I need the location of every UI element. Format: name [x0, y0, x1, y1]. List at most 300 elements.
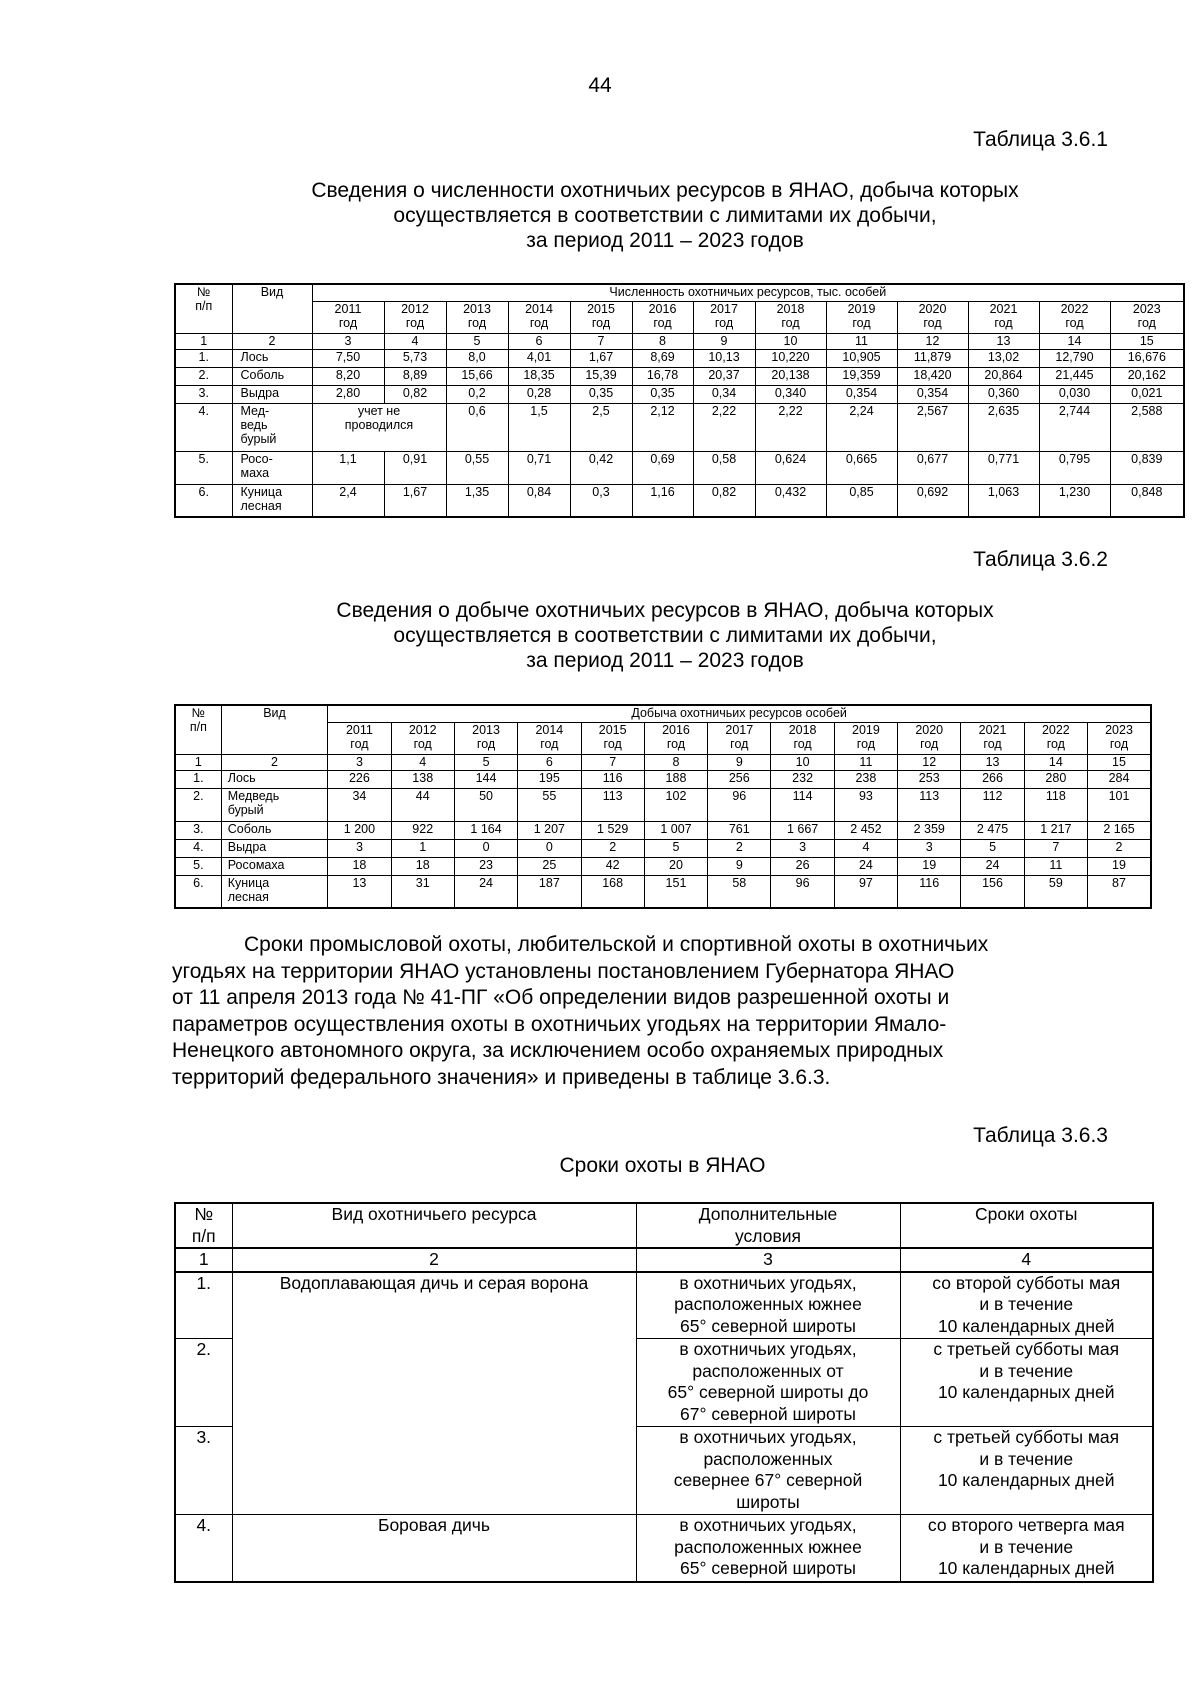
value-cell: 113 [898, 788, 961, 821]
value-cell: 187 [518, 875, 581, 908]
value-cell: 26 [771, 857, 834, 875]
year-header: 2016 год [644, 722, 707, 754]
header-num: № п/п [175, 1203, 232, 1248]
species-name: Лось [221, 770, 328, 788]
value-cell: 280 [1024, 770, 1087, 788]
value-cell: 18,420 [897, 367, 968, 385]
value-cell: 0,28 [508, 385, 570, 403]
table-row [175, 349, 1184, 367]
value-cell: 13 [328, 875, 391, 908]
conditions-cell: в охотничьих угодьях, расположенных южнее 65° северной широты [636, 1272, 900, 1339]
year-header: 2018 год [755, 301, 826, 333]
value-cell: 97 [834, 875, 897, 908]
value-cell: 0,82 [384, 385, 446, 403]
year-header: 2013 год [446, 301, 508, 333]
header-kind: Вид охотничьего ресурса [232, 1203, 636, 1248]
table-row [175, 839, 1151, 857]
value-cell: 59 [1024, 875, 1087, 908]
value-cell: 0,340 [755, 385, 826, 403]
year-header: 2019 год [826, 301, 897, 333]
value-cell: 116 [581, 770, 644, 788]
value-cell: 253 [898, 770, 961, 788]
col-number: 9 [708, 754, 771, 770]
row-number: 3. [175, 385, 232, 403]
value-cell: 0,354 [897, 385, 968, 403]
value-cell: 21,445 [1039, 367, 1110, 385]
col-number: 11 [834, 754, 897, 770]
value-cell: 0,91 [384, 451, 446, 484]
value-cell: 10,13 [693, 349, 755, 367]
value-cell: 0,35 [632, 385, 693, 403]
table1-title [200, 178, 1130, 253]
value-cell: 3 [898, 839, 961, 857]
resource-kind: Боровая дичь [232, 1515, 636, 1582]
value-cell: 2,588 [1110, 403, 1184, 451]
table-row [175, 1515, 1153, 1582]
value-cell: 0,354 [826, 385, 897, 403]
value-cell: 87 [1088, 875, 1151, 908]
row-number: 5. [175, 451, 232, 484]
value-cell: 226 [328, 770, 391, 788]
table-row [175, 451, 1184, 484]
table2-title [200, 598, 1130, 673]
year-header: 2011 год [312, 301, 384, 333]
value-cell: 0,42 [570, 451, 632, 484]
species-name: Лось [232, 349, 312, 367]
col-number: 12 [898, 754, 961, 770]
value-cell: 8,69 [632, 349, 693, 367]
table-row [175, 385, 1184, 403]
value-cell: 2,5 [570, 403, 632, 451]
value-cell: 2,24 [826, 403, 897, 451]
col-number: 8 [632, 333, 693, 349]
value-cell: 18 [391, 857, 454, 875]
species-name: Соболь [232, 367, 312, 385]
value-cell: 50 [454, 788, 517, 821]
value-cell: 2 359 [898, 821, 961, 839]
row-number: 5. [175, 857, 221, 875]
value-cell: 0,85 [826, 484, 897, 517]
row-number: 1. [175, 770, 221, 788]
col-number: 10 [771, 754, 834, 770]
value-cell: 266 [961, 770, 1024, 788]
value-cell: 0,55 [446, 451, 508, 484]
table1-label: Таблица 3.6.1 [973, 128, 1108, 151]
col-numbers-row [175, 333, 1184, 349]
value-cell: 8,0 [446, 349, 508, 367]
value-cell: 102 [644, 788, 707, 821]
value-cell: 1 529 [581, 821, 644, 839]
year-header: 2012 год [391, 722, 454, 754]
col-number: 13 [961, 754, 1024, 770]
year-header: 2021 год [961, 722, 1024, 754]
value-cell: 1 667 [771, 821, 834, 839]
terms-cell: со второй субботы мая и в течение 10 календарных дней [900, 1272, 1153, 1339]
value-cell: 0,82 [693, 484, 755, 517]
year-header: 2020 год [898, 722, 961, 754]
title-line: осуществляется в соответствии с лимитами их добычи, [393, 624, 937, 647]
value-cell: 1,67 [570, 349, 632, 367]
value-cell: 24 [834, 857, 897, 875]
col-number: 2 [221, 754, 328, 770]
header-num: № п/п [175, 284, 232, 333]
value-cell: 116 [898, 875, 961, 908]
table-row [175, 403, 1184, 451]
row-number: 6. [175, 484, 232, 517]
value-cell: 238 [834, 770, 897, 788]
col-number: 11 [826, 333, 897, 349]
value-cell: 0,795 [1039, 451, 1110, 484]
value-cell: 761 [708, 821, 771, 839]
year-header: 2013 год [454, 722, 517, 754]
value-cell: 0,35 [570, 385, 632, 403]
value-cell: 0,848 [1110, 484, 1184, 517]
value-cell: 0 [518, 839, 581, 857]
value-cell: 1 007 [644, 821, 707, 839]
header-kind: Вид [221, 705, 328, 754]
terms-cell: с третьей субботы мая и в течение 10 календарных дней [900, 1339, 1153, 1427]
value-cell: 93 [834, 788, 897, 821]
row-number: 2. [175, 367, 232, 385]
col-number: 15 [1088, 754, 1151, 770]
value-cell: 20,864 [968, 367, 1039, 385]
value-cell: 1 200 [328, 821, 391, 839]
value-cell: 0,839 [1110, 451, 1184, 484]
col-number: 6 [508, 333, 570, 349]
terms-cell: с третьей субботы мая и в течение 10 календарных дней [900, 1427, 1153, 1515]
value-cell: 2 165 [1088, 821, 1151, 839]
species-name: Куница лесная [232, 484, 312, 517]
value-cell: 24 [961, 857, 1024, 875]
value-cell: 151 [644, 875, 707, 908]
value-cell: 101 [1088, 788, 1151, 821]
col-number: 2 [232, 333, 312, 349]
value-cell: 156 [961, 875, 1024, 908]
value-cell: 2 [581, 839, 644, 857]
value-cell: 3 [328, 839, 391, 857]
value-cell: 144 [454, 770, 517, 788]
resource-kind: Водоплавающая дичь и серая ворона [232, 1272, 636, 1515]
col-number: 15 [1110, 333, 1184, 349]
paragraph-line: угодьях на территории ЯНАО установлены постановлением Губернатора ЯНАО [172, 959, 955, 983]
col-number: 5 [454, 754, 517, 770]
year-header: 2018 год [771, 722, 834, 754]
year-header: 2017 год [693, 301, 755, 333]
value-cell: 256 [708, 770, 771, 788]
year-header: 2015 год [581, 722, 644, 754]
species-name: Росо- маха [232, 451, 312, 484]
value-cell: 2,4 [312, 484, 384, 517]
col-numbers-row [175, 754, 1151, 770]
value-cell: 113 [581, 788, 644, 821]
table3 [174, 1202, 1154, 1583]
value-cell: 4 [834, 839, 897, 857]
value-cell: 10,220 [755, 349, 826, 367]
row-number: 6. [175, 875, 221, 908]
col-number: 9 [693, 333, 755, 349]
col-number: 1 [175, 333, 232, 349]
title-line: за период 2011 – 2023 годов [526, 649, 804, 672]
value-cell: 1,16 [632, 484, 693, 517]
value-cell: 42 [581, 857, 644, 875]
col-number: 2 [232, 1248, 636, 1272]
table-row [175, 367, 1184, 385]
value-cell: 55 [518, 788, 581, 821]
table-row [175, 1272, 1153, 1339]
col-number: 14 [1024, 754, 1087, 770]
col-number: 3 [636, 1248, 900, 1272]
value-cell: 44 [391, 788, 454, 821]
table-row [175, 770, 1151, 788]
table-row [175, 484, 1184, 517]
year-header: 2017 год [708, 722, 771, 754]
value-cell: 3 [771, 839, 834, 857]
value-cell: 16,78 [632, 367, 693, 385]
value-cell: 18 [328, 857, 391, 875]
col-numbers-row [175, 1248, 1153, 1272]
value-cell: 20,37 [693, 367, 755, 385]
value-cell: 4,01 [508, 349, 570, 367]
header-num: № п/п [175, 705, 221, 754]
value-cell: 0,58 [693, 451, 755, 484]
col-number: 7 [570, 333, 632, 349]
paragraph-line: от 11 апреля 2013 года № 41-ПГ «Об определении видов разрешенной охоты и [172, 986, 950, 1009]
col-number: 10 [755, 333, 826, 349]
table3-label: Таблица 3.6.3 [973, 1124, 1108, 1147]
value-cell: 2,744 [1039, 403, 1110, 451]
year-header: 2023 год [1110, 301, 1184, 333]
value-cell: 0,771 [968, 451, 1039, 484]
table3-title: Сроки охоты в ЯНАО [559, 1154, 766, 1177]
value-cell: 1,5 [508, 403, 570, 451]
row-number: 2. [175, 788, 221, 821]
value-cell: 0,021 [1110, 385, 1184, 403]
col-number: 1 [175, 754, 221, 770]
species-name: Куница лесная [221, 875, 328, 908]
header-group: Численность охотничьих ресурсов, тыс. особей [312, 284, 1184, 301]
value-cell: 112 [961, 788, 1024, 821]
row-number: 4. [175, 403, 232, 451]
year-header: 2016 год [632, 301, 693, 333]
value-cell: 58 [708, 875, 771, 908]
value-cell: 25 [518, 857, 581, 875]
value-cell: 232 [771, 770, 834, 788]
paragraph-line: Ненецкого автономного округа, за исключением особо охраняемых природных [172, 1039, 944, 1062]
year-header: 2021 год [968, 301, 1039, 333]
col-number: 6 [518, 754, 581, 770]
value-cell: 20,138 [755, 367, 826, 385]
conditions-cell: в охотничьих угодьях, расположенных южнее 65° северной широты [636, 1515, 900, 1582]
row-number: 2. [175, 1339, 232, 1427]
value-cell: 2 [708, 839, 771, 857]
table2-label: Таблица 3.6.2 [973, 548, 1108, 571]
years-row [175, 301, 1184, 333]
value-cell: 10,905 [826, 349, 897, 367]
table-row [175, 857, 1151, 875]
merged-note: учет не проводился [312, 403, 446, 451]
year-header: 2014 год [508, 301, 570, 333]
row-number: 1. [175, 1272, 232, 1339]
header-terms: Сроки охоты [900, 1203, 1153, 1248]
value-cell: 1,230 [1039, 484, 1110, 517]
value-cell: 0,69 [632, 451, 693, 484]
value-cell: 284 [1088, 770, 1151, 788]
table-row [175, 821, 1151, 839]
value-cell: 20,162 [1110, 367, 1184, 385]
col-number: 7 [581, 754, 644, 770]
value-cell: 195 [518, 770, 581, 788]
value-cell: 2,22 [693, 403, 755, 451]
col-number: 5 [446, 333, 508, 349]
value-cell: 9 [708, 857, 771, 875]
value-cell: 114 [771, 788, 834, 821]
body-paragraph [172, 932, 1142, 1091]
species-name: Выдра [221, 839, 328, 857]
value-cell: 0,71 [508, 451, 570, 484]
value-cell: 11,879 [897, 349, 968, 367]
value-cell: 0,692 [897, 484, 968, 517]
value-cell: 2,567 [897, 403, 968, 451]
species-name: Соболь [221, 821, 328, 839]
value-cell: 5,73 [384, 349, 446, 367]
value-cell: 5 [644, 839, 707, 857]
value-cell: 1 217 [1024, 821, 1087, 839]
value-cell: 2 452 [834, 821, 897, 839]
value-cell: 2,80 [312, 385, 384, 403]
value-cell: 1 164 [454, 821, 517, 839]
col-number: 4 [384, 333, 446, 349]
header-conditions: Дополнительные условия [636, 1203, 900, 1248]
row-number: 1. [175, 349, 232, 367]
value-cell: 96 [771, 875, 834, 908]
value-cell: 2,22 [755, 403, 826, 451]
value-cell: 31 [391, 875, 454, 908]
value-cell: 2 475 [961, 821, 1024, 839]
value-cell: 2,12 [632, 403, 693, 451]
row-number: 4. [175, 839, 221, 857]
table-row [175, 875, 1151, 908]
value-cell: 8,20 [312, 367, 384, 385]
value-cell: 18,35 [508, 367, 570, 385]
col-number: 3 [312, 333, 384, 349]
value-cell: 13,02 [968, 349, 1039, 367]
paragraph-line: территорий федерального значения» и приведены в таблице 3.6.3. [172, 1065, 831, 1089]
value-cell: 16,676 [1110, 349, 1184, 367]
value-cell: 922 [391, 821, 454, 839]
year-header: 2022 год [1039, 301, 1110, 333]
col-number: 3 [328, 754, 391, 770]
value-cell: 15,39 [570, 367, 632, 385]
year-header: 2015 год [570, 301, 632, 333]
conditions-cell: в охотничьих угодьях, расположенных севернее 67° северной широты [636, 1427, 900, 1515]
value-cell: 1 [391, 839, 454, 857]
value-cell: 8,89 [384, 367, 446, 385]
value-cell: 23 [454, 857, 517, 875]
year-header: 2020 год [897, 301, 968, 333]
value-cell: 1,063 [968, 484, 1039, 517]
value-cell: 20 [644, 857, 707, 875]
paragraph-line: параметров осуществления охоты в охотничьих угодьях на территории Ямало- [172, 1012, 947, 1036]
value-cell: 24 [454, 875, 517, 908]
year-header: 2014 год [518, 722, 581, 754]
header-group: Добыча охотничьих ресурсов особей [328, 705, 1151, 722]
col-number: 4 [391, 754, 454, 770]
value-cell: 0,34 [693, 385, 755, 403]
value-cell: 0 [454, 839, 517, 857]
value-cell: 1,1 [312, 451, 384, 484]
col-number: 1 [175, 1248, 232, 1272]
year-header: 2011 год [328, 722, 391, 754]
row-number: 3. [175, 1427, 232, 1515]
value-cell: 118 [1024, 788, 1087, 821]
table1 [174, 283, 1185, 518]
year-header: 2019 год [834, 722, 897, 754]
value-cell: 11 [1024, 857, 1087, 875]
title-line: Сведения о добыче охотничьих ресурсов в ЯНАО, добыча которых [336, 599, 994, 622]
species-name: Росомаха [221, 857, 328, 875]
value-cell: 12,790 [1039, 349, 1110, 367]
value-cell: 2 [1088, 839, 1151, 857]
table2 [174, 704, 1152, 909]
title-line: Сведения о численности охотничьих ресурсов в ЯНАО, добыча которых [311, 179, 1019, 202]
value-cell: 0,84 [508, 484, 570, 517]
year-header: 2023 год [1088, 722, 1151, 754]
value-cell: 0,030 [1039, 385, 1110, 403]
value-cell: 15,66 [446, 367, 508, 385]
value-cell: 5 [961, 839, 1024, 857]
year-header: 2022 год [1024, 722, 1087, 754]
value-cell: 0,677 [897, 451, 968, 484]
value-cell: 2,635 [968, 403, 1039, 451]
value-cell: 19 [1088, 857, 1151, 875]
col-number: 13 [968, 333, 1039, 349]
value-cell: 1,35 [446, 484, 508, 517]
value-cell: 0,432 [755, 484, 826, 517]
value-cell: 7,50 [312, 349, 384, 367]
col-number: 4 [900, 1248, 1153, 1272]
value-cell: 0,2 [446, 385, 508, 403]
row-number: 3. [175, 821, 221, 839]
species-name: Мед- ведь бурый [232, 403, 312, 451]
header-kind: Вид [232, 284, 312, 333]
value-cell: 0,3 [570, 484, 632, 517]
value-cell: 1 207 [518, 821, 581, 839]
value-cell: 1,67 [384, 484, 446, 517]
row-number: 4. [175, 1515, 232, 1582]
col-number: 14 [1039, 333, 1110, 349]
col-number: 12 [897, 333, 968, 349]
value-cell: 7 [1024, 839, 1087, 857]
value-cell: 19,359 [826, 367, 897, 385]
year-header: 2012 год [384, 301, 446, 333]
value-cell: 0,624 [755, 451, 826, 484]
species-name: Выдра [232, 385, 312, 403]
value-cell: 0,360 [968, 385, 1039, 403]
value-cell: 0,665 [826, 451, 897, 484]
terms-cell: со второго четверга мая и в течение 10 календарных дней [900, 1515, 1153, 1582]
table-row [175, 788, 1151, 821]
title-line: за период 2011 – 2023 годов [526, 229, 804, 252]
species-name: Медведь бурый [221, 788, 328, 821]
paragraph-line: Сроки промысловой охоты, любительской и спортивной охоты в охотничьих [244, 933, 989, 956]
page-number: 44 [588, 74, 612, 97]
value-cell: 138 [391, 770, 454, 788]
value-cell: 188 [644, 770, 707, 788]
value-cell: 168 [581, 875, 644, 908]
value-cell: 19 [898, 857, 961, 875]
conditions-cell: в охотничьих угодьях, расположенных от 65° северной широты до 67° северной широты [636, 1339, 900, 1427]
value-cell: 0,6 [446, 403, 508, 451]
